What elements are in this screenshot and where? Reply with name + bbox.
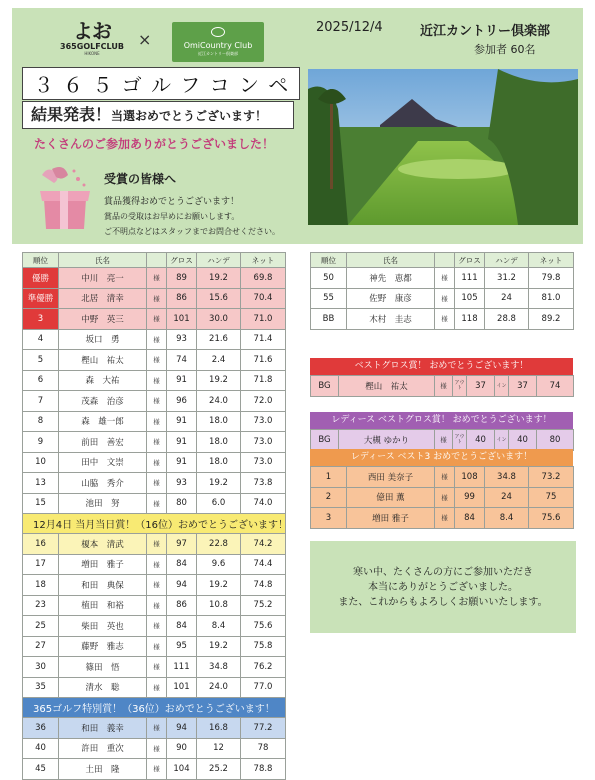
table-row [23,636,286,657]
gross-cell: 94 [167,575,197,596]
country-club-logo [172,22,264,62]
rank-cell: 6 [23,370,59,391]
name-cell: 山脇 秀介 [59,473,147,494]
honorific-cell: 様 [147,718,167,739]
net-cell: 73.0 [241,432,286,453]
rank-cell: 13 [23,473,59,494]
honorific-cell: 様 [147,268,167,289]
bg-rank: BG [311,376,339,397]
table-row [23,595,286,616]
net-cell: 74.4 [241,554,286,575]
name-cell: 清水 聡 [59,677,147,698]
main-top-rows [23,268,286,514]
hande-cell: 15.6 [197,288,241,309]
gross-cell: 118 [455,309,485,330]
table-row [23,329,286,350]
hande-cell: 2.4 [197,350,241,371]
gross-cell: 95 [167,636,197,657]
col-hande: ハンデ [485,253,529,268]
award-line: 賞品の受取はお早めにお願いします。 [104,212,240,221]
rank-cell: 50 [311,268,347,289]
honorific-cell: 様 [147,473,167,494]
honorific-cell: 様 [147,636,167,657]
day-prize-banner [23,514,286,534]
rank-cell: 40 [23,738,59,759]
result-announcement [22,101,294,129]
title-char: フ [180,73,201,97]
honorific-cell: 様 [147,288,167,309]
name-cell: 和田 義幸 [59,718,147,739]
name-cell: 木村 圭志 [347,309,435,330]
participant-count: 参加者 60名 [474,43,536,56]
name-cell: 樫山 祐太 [59,350,147,371]
hande-cell: 34.8 [485,467,529,488]
hande-cell: 19.2 [197,370,241,391]
honorific-cell: 様 [147,370,167,391]
gross-cell: 111 [167,657,197,678]
net-cell: 71.6 [241,350,286,371]
net-cell: 71.4 [241,329,286,350]
gross-cell: 101 [167,309,197,330]
right-rows [311,268,574,330]
net-cell: 74.0 [241,493,286,514]
lg-honorific: 様 [435,430,453,451]
main-mid-rows [23,534,286,698]
hande-cell: 10.8 [197,595,241,616]
net-cell: 71.0 [241,309,286,330]
gross-cell: 97 [167,534,197,555]
hande-cell: 28.8 [485,309,529,330]
honorific-cell: 様 [147,411,167,432]
net-cell: 77.0 [241,677,286,698]
award-title: 受賞の皆様へ [104,172,177,186]
col-gross: グロス [167,253,197,268]
table-row [23,391,286,412]
name-cell: 植田 和裕 [59,595,147,616]
rank-cell: 27 [23,636,59,657]
gross-cell: 94 [167,718,197,739]
gross-cell: 91 [167,370,197,391]
table-row [23,493,286,514]
net-cell: 73.0 [241,411,286,432]
net-cell: 73.0 [241,452,286,473]
golf-course-photo [308,69,578,225]
lg-out: 40 [467,430,495,451]
event-date: 2025/12/4 [316,20,383,35]
net-cell: 75.6 [529,508,574,529]
bg-name: 樫山 祐太 [339,376,435,397]
net-cell: 75.6 [241,616,286,637]
name-cell: 神先 恵都 [347,268,435,289]
table-row [311,487,574,508]
net-cell: 78.8 [241,759,286,780]
honorific-cell: 様 [147,432,167,453]
honorific-cell: 様 [147,554,167,575]
table-row [23,738,286,759]
hande-cell: 24.0 [197,677,241,698]
rank-cell: 30 [23,657,59,678]
gross-cell: 93 [167,473,197,494]
ladies-gross-banner-text: レディース ベストグロス賞！ おめでとうございます！ [331,415,552,425]
net-cell: 76.2 [241,657,286,678]
result-small: 当選おめでとうございます！ [111,109,268,123]
gross-cell: 93 [167,329,197,350]
name-cell: 和田 典保 [59,575,147,596]
bg-in-label: イン [495,376,509,397]
honorific-cell: 様 [147,759,167,780]
table-row [23,411,286,432]
lg-out-label: アウト [453,430,467,451]
best-gross-banner-text: ベストグロス賞！ おめでとうございます！ [354,361,529,371]
rank-cell: 55 [311,288,347,309]
award-line: ご不明点などはスタッフまでお問合せください。 [104,227,280,236]
net-cell: 72.0 [241,391,286,412]
main-bot-rows [23,718,286,780]
rank-cell: 36 [23,718,59,739]
message-line: また、これからもよろしくお願いいたします。 [338,596,548,608]
hande-cell: 19.2 [197,575,241,596]
hande-cell: 18.0 [197,432,241,453]
message-line: 本当にありがとうございました。 [368,581,518,593]
logo-mark: よお [73,19,111,43]
col-rank: 順位 [311,253,347,268]
hande-cell: 34.8 [197,657,241,678]
col-gross: グロス [455,253,485,268]
rank-cell: 1 [311,467,347,488]
honorific-cell: 様 [435,508,455,529]
name-cell: 柴田 英也 [59,616,147,637]
hande-cell: 24.0 [197,391,241,412]
table-row [23,657,286,678]
honorific-cell: 様 [147,657,167,678]
hande-cell: 19.2 [197,636,241,657]
result-big: 結果発表！ [31,105,112,124]
ladies-best3-banner [310,449,573,466]
title-char: ５ [92,73,113,97]
honorific-cell: 様 [147,493,167,514]
gross-cell: 101 [167,677,197,698]
results-table-right [310,252,574,330]
col-rank: 順位 [23,253,59,268]
table-row [23,677,286,698]
name-cell: 中川 亮一 [59,268,147,289]
bg-out-label: アウト [453,376,467,397]
times-symbol: × [138,30,152,49]
honorific-cell: 様 [147,616,167,637]
col-honor [147,253,167,268]
hande-cell: 25.2 [197,759,241,780]
message-line: 寒い中、たくさんの方にご参加いただき [353,566,533,578]
rank-cell: 3 [311,508,347,529]
gross-cell: 84 [167,554,197,575]
gross-cell: 99 [455,487,485,508]
table-row [23,309,286,330]
rank-cell: 17 [23,554,59,575]
table-row [23,268,286,289]
rank-cell: BB [311,309,347,330]
name-cell: 佐野 康彦 [347,288,435,309]
table-row [311,268,574,289]
hande-cell: 8.4 [485,508,529,529]
rank-cell: 優勝 [23,268,59,289]
logo-sub: HIKONE [84,51,100,56]
ladies-best3-banner-text: レディース ベスト3 おめでとうございます！ [350,452,533,462]
club-emblem-icon [211,27,225,37]
table-row [23,534,286,555]
honorific-cell: 様 [147,391,167,412]
name-cell: 森 雄一郎 [59,411,147,432]
ladies-gross-banner [310,412,573,429]
table-row [311,309,574,330]
table-row [23,718,286,739]
thanks-text: たくさんのご参加ありがとうございました！ [34,137,275,151]
name-cell: 藤野 雅志 [59,636,147,657]
hande-cell: 9.6 [197,554,241,575]
honorific-cell: 様 [435,268,455,289]
name-cell: 土田 隆 [59,759,147,780]
gift-box-icon [34,165,94,233]
net-cell: 75 [529,487,574,508]
table-row [23,759,286,780]
results-table-main [22,252,286,780]
net-cell: 71.8 [241,370,286,391]
best-gross-table [310,375,574,397]
hande-cell: 18.0 [197,452,241,473]
lg-total: 80 [537,430,574,451]
title-char: ペ [268,73,289,97]
hande-cell: 24 [485,288,529,309]
rank-cell: 23 [23,595,59,616]
gross-cell: 80 [167,493,197,514]
rank-cell: 準優勝 [23,288,59,309]
honorific-cell: 様 [147,350,167,371]
rank-cell: 18 [23,575,59,596]
rank-cell: 45 [23,759,59,780]
gross-cell: 91 [167,411,197,432]
title-char: ６ [62,73,83,97]
gross-cell: 111 [455,268,485,289]
best-gross-banner [310,358,573,375]
net-cell: 70.4 [241,288,286,309]
golf-club-logo [56,20,128,56]
hande-cell: 12 [197,738,241,759]
honorific-cell: 様 [435,288,455,309]
net-cell: 74.2 [241,534,286,555]
ladies-rows [311,467,574,529]
name-cell: 増田 雅子 [347,508,435,529]
col-name: 氏名 [59,253,147,268]
gross-cell: 108 [455,467,485,488]
gross-cell: 90 [167,738,197,759]
bg-out: 37 [467,376,495,397]
net-cell: 89.2 [529,309,574,330]
hande-cell: 8.4 [197,616,241,637]
rank-cell: 5 [23,350,59,371]
rank-cell: 3 [23,309,59,330]
rank-cell: 7 [23,391,59,412]
net-cell: 73.2 [529,467,574,488]
rank-cell: 16 [23,534,59,555]
name-cell: 許田 重次 [59,738,147,759]
col-net: ネット [241,253,286,268]
lg-name: 大槻 ゆかり [339,430,435,451]
net-cell: 74.8 [241,575,286,596]
title-char: コ [209,73,230,97]
gross-cell: 104 [167,759,197,780]
net-cell: 81.0 [529,288,574,309]
table-row [23,473,286,494]
ladies-gross-row [311,430,574,451]
table-row [23,370,286,391]
col-hande: ハンデ [197,253,241,268]
name-cell: 篠田 悟 [59,657,147,678]
omi-name: OmiCountry Club [183,41,253,50]
net-cell: 73.8 [241,473,286,494]
name-cell: 北居 清幸 [59,288,147,309]
special-prize-text: 365ゴルフ特別賞！（36位）おめでとうございます！ [23,698,286,718]
honorific-cell: 様 [435,467,455,488]
name-cell: 前田 善宏 [59,432,147,453]
title-char: ル [150,73,171,97]
rank-cell: 4 [23,329,59,350]
hande-cell: 31.2 [485,268,529,289]
logo-text: 365GOLFCLUB [60,42,124,51]
col-honor [435,253,455,268]
name-cell: 田中 文崇 [59,452,147,473]
rank-cell: 25 [23,616,59,637]
award-line: 賞品獲得おめでとうございます！ [104,197,240,207]
hande-cell: 18.0 [197,411,241,432]
net-cell: 69.8 [241,268,286,289]
net-cell: 78 [241,738,286,759]
table-row [23,452,286,473]
rank-cell: 10 [23,452,59,473]
hande-cell: 16.8 [197,718,241,739]
lg-rank: BG [311,430,339,451]
honorific-cell: 様 [147,595,167,616]
rank-cell: 8 [23,411,59,432]
club-name: 近江カントリー倶楽部 [420,24,551,39]
header-panel [12,8,583,244]
bg-honorific: 様 [435,376,453,397]
name-cell: 中野 英三 [59,309,147,330]
honorific-cell: 様 [147,452,167,473]
table-row [23,288,286,309]
name-cell: 茂森 治彦 [59,391,147,412]
lg-in: 40 [509,430,537,451]
title-char: ン [238,73,259,97]
table-row [23,575,286,596]
lg-in-label: イン [495,430,509,451]
rank-cell: 35 [23,677,59,698]
col-name: 氏名 [347,253,435,268]
closing-message [310,541,576,633]
title-char: ３ [33,73,54,97]
net-cell: 75.8 [241,636,286,657]
table-header [311,253,574,268]
name-cell: 億田 薫 [347,487,435,508]
omi-sub: 近江カントリー倶楽部 [198,51,238,56]
table-row [23,350,286,371]
rank-cell: 2 [311,487,347,508]
hande-cell: 22.8 [197,534,241,555]
name-cell: 榎本 清武 [59,534,147,555]
gross-cell: 86 [167,595,197,616]
hande-cell: 19.2 [197,268,241,289]
name-cell: 坂口 勇 [59,329,147,350]
gross-cell: 89 [167,268,197,289]
gross-cell: 96 [167,391,197,412]
hande-cell: 6.0 [197,493,241,514]
net-cell: 75.2 [241,595,286,616]
gross-cell: 74 [167,350,197,371]
special-prize-banner [23,698,286,718]
honorific-cell: 様 [147,329,167,350]
name-cell: 森 大祐 [59,370,147,391]
name-cell: 西田 美奈子 [347,467,435,488]
hande-cell: 30.0 [197,309,241,330]
table-row [23,554,286,575]
honorific-cell: 様 [435,309,455,330]
gross-cell: 84 [455,508,485,529]
name-cell: 増田 雅子 [59,554,147,575]
ladies-best3-table [310,466,574,529]
day-prize-text: 12月4日 当月当日賞！（16位）おめでとうございます！ [23,514,286,534]
ladies-gross-table [310,429,574,451]
honorific-cell: 様 [147,534,167,555]
net-cell: 77.2 [241,718,286,739]
gross-cell: 91 [167,452,197,473]
honorific-cell: 様 [147,575,167,596]
bg-in: 37 [509,376,537,397]
gross-cell: 86 [167,288,197,309]
gross-cell: 84 [167,616,197,637]
table-row [311,288,574,309]
net-cell: 79.8 [529,268,574,289]
rank-cell: 15 [23,493,59,514]
col-net: ネット [529,253,574,268]
table-row [311,508,574,529]
honorific-cell: 様 [435,487,455,508]
rank-cell: 9 [23,432,59,453]
title-char: ゴ [121,73,142,97]
table-row [23,616,286,637]
hande-cell: 21.6 [197,329,241,350]
table-row [311,467,574,488]
honorific-cell: 様 [147,738,167,759]
gross-cell: 105 [455,288,485,309]
bg-total: 74 [537,376,574,397]
name-cell: 池田 努 [59,493,147,514]
table-header [23,253,286,268]
honorific-cell: 様 [147,309,167,330]
honorific-cell: 様 [147,677,167,698]
hande-cell: 19.2 [197,473,241,494]
competition-title [22,67,300,100]
table-row [23,432,286,453]
gross-cell: 91 [167,432,197,453]
hande-cell: 24 [485,487,529,508]
best-gross-row [311,376,574,397]
